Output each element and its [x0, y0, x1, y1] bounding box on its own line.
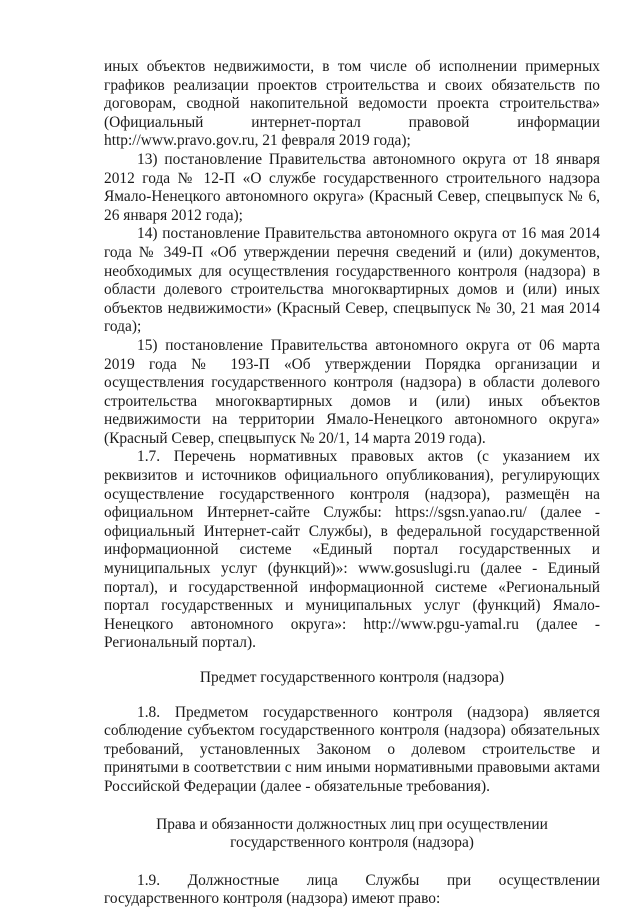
paragraph-1-9: 1.9. Должностные лица Службы при осуществлении государственного контроля (надзора) имеют право: — [104, 871, 600, 908]
paragraph-item-15: 15) постановление Правительства автономного округа от 06 марта 2019 года № 193-П «Об утверждении Порядка организации и осуществления государственного контроля (надзора) в области долевого строительства многоквартирных домов и (или) иных объектов недвижимости на территории Ямало-Ненецкого автономного округа» (Красный Север, спецвыпуск № 20/1, 14 марта 2019 года). — [104, 336, 600, 447]
document-body — [104, 58, 600, 909]
paragraph-1-7: 1.7. Перечень нормативных правовых актов (с указанием их реквизитов и источников официального опубликования), регулирующих осуществление государственного контроля (надзора), размещён на официальном Интернет-сайте Службы: https://sgsn.yanao.ru/ (далее - официальный Интернет-сайт Службы), в федеральной государственной информационной системе «Единый портал государственных и муниципальных услуг (функций)»: www.gosuslugi.ru (далее - Единый портал), и государственной информационной системе «Региональный портал государственных и муниципальных услуг (функций) Ямало-Ненецкого автономного округа»: http://www.pgu-yamal.ru (далее - Региональный портал). — [104, 448, 600, 652]
section-heading-subject: Предмет государственного контроля (надзора) — [199, 669, 505, 686]
paragraph-item-13: 13) постановление Правительства автономного округа от 18 января 2012 года № 12-П «О службе государственного строительного надзора Ямало-Ненецкого автономного округа» (Красный Север, спецвыпуск № 6, 26 января 2012 года); — [104, 150, 600, 224]
section-heading-rights-line2: государственного контроля (надзора) — [230, 834, 474, 852]
section-heading-rights-line1: Права и обязанности должностных лиц при осуществлении — [156, 815, 548, 833]
paragraph-item-14: 14) постановление Правительства автономного округа от 16 мая 2014 года № 349-П «Об утверждении перечня сведений и (или) документов, необходимых для осуществления государственного контроля (надзора) в области долевого строительства многоквартирных домов и (или) иных объектов недвижимости» (Красный Север, спецвыпуск № 30, 21 мая 2014 года); — [104, 225, 600, 336]
paragraph-continuation: иных объектов недвижимости, в том числе об исполнении примерных графиков реализации проектов строительства и своих обязательств по договорам, сводной накопительной ведомости проекта строительства» (Официальный интернет-портал правовой информации http://www.pravo.gov.ru, 21 февраля 2019 года); — [104, 58, 600, 150]
paragraph-1-8: 1.8. Предметом государственного контроля (надзора) является соблюдение субъектом государственного контроля (надзора) обязательных требований, установленных Законом о долевом строительстве и принятыми в соответствии с ним иными нормативными правовыми актами Российской Федерации (далее - обязательные требования). — [104, 703, 600, 795]
